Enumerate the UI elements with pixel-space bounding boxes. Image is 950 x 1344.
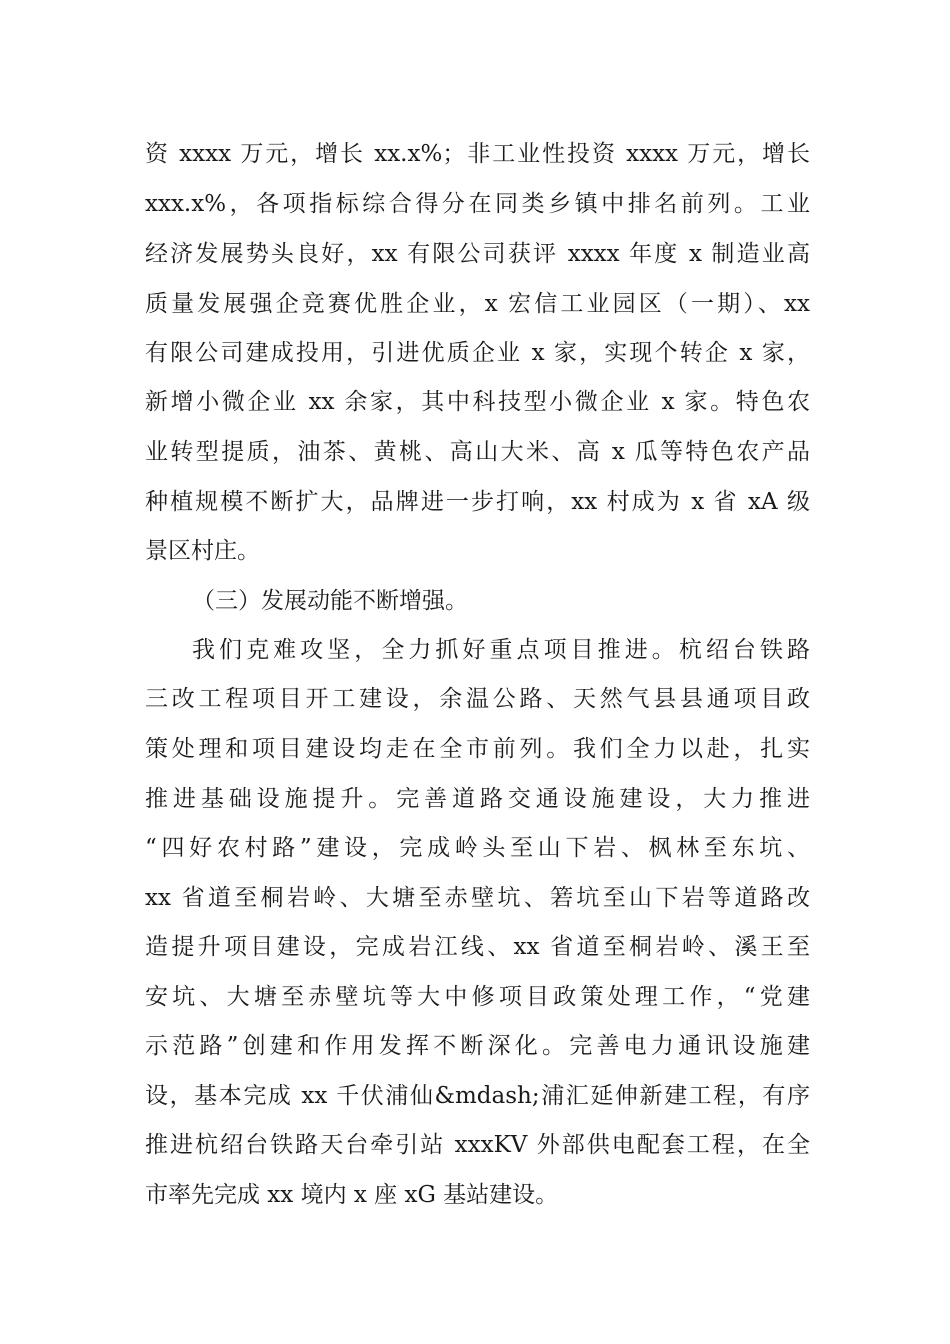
- paragraph-1-line-1: 资 xxxx 万元，增长 xx.x%；非工业性投资 xxxx 万元，增长: [145, 141, 810, 167]
- paragraph-2-line-1: 我们克难攻坚，全力抓好重点项目推进。杭绍台铁路: [192, 637, 810, 663]
- section-heading: （三）发展动能不断增强。: [192, 588, 468, 614]
- paragraph-1-line-9: 景区村庄。: [145, 538, 260, 564]
- paragraph-1-line-2: xxx.x%，各项指标综合得分在同类乡镇中排名前列。工业: [145, 191, 810, 217]
- paragraph-1-line-8: 种植规模不断扩大，品牌进一步打响，xx 村成为 x 省 xA 级: [145, 489, 810, 515]
- paragraph-2-line-10: 设，基本完成 xx 千伏浦仙&mdash;浦汇延伸新建工程，有序: [145, 1083, 810, 1109]
- paragraph-1-line-3: 经济发展势头良好，xx 有限公司获评 xxxx 年度 x 制造业高: [145, 241, 810, 267]
- paragraph-2-line-4: 推进基础设施提升。完善道路交通设施建设，大力推进: [145, 786, 810, 812]
- paragraph-2-line-6: xx 省道至桐岩岭、大塘至赤壁坑、箬坑至山下岩等道路改: [145, 885, 810, 911]
- paragraph-2-line-9: 示范路”创建和作用发挥不断深化。完善电力通讯设施建: [145, 1033, 810, 1059]
- paragraph-2-line-12: 市率先完成 xx 境内 x 座 xG 基站建设。: [145, 1182, 559, 1208]
- paragraph-2-line-3: 策处理和项目建设均走在全市前列。我们全力以赴，扎实: [145, 736, 810, 762]
- paragraph-1-line-4: 质量发展强企竞赛优胜企业，x 宏信工业园区（一期）、xx: [145, 291, 810, 317]
- paragraph-2-line-5: “四好农村路”建设，完成岭头至山下岩、枫林至东坑、: [145, 835, 810, 861]
- paragraph-2-line-2: 三改工程项目开工建设，余温公路、天然气县县通项目政: [145, 686, 810, 712]
- paragraph-2-line-7: 造提升项目建设，完成岩江线、xx 省道至桐岩岭、溪王至: [145, 934, 810, 960]
- paragraph-2-line-11: 推进杭绍台铁路天台牵引站 xxxKV 外部供电配套工程，在全: [145, 1132, 810, 1158]
- paragraph-1-line-7: 业转型提质，油茶、黄桃、高山大米、高 x 瓜等特色农产品: [145, 439, 810, 465]
- paragraph-1-line-6: 新增小微企业 xx 余家，其中科技型小微企业 x 家。特色农: [145, 389, 810, 415]
- paragraph-2-line-8: 安坑、大塘至赤壁坑等大中修项目政策处理工作，“党建: [145, 984, 810, 1010]
- paragraph-1-line-5: 有限公司建成投用，引进优质企业 x 家，实现个转企 x 家，: [145, 340, 810, 366]
